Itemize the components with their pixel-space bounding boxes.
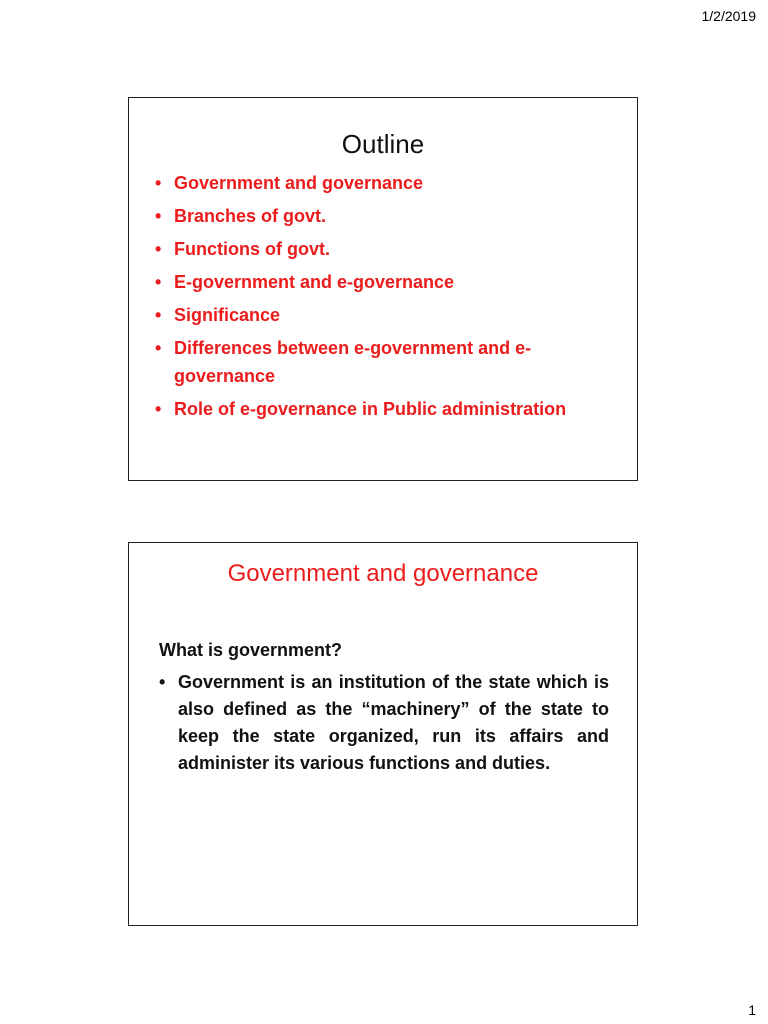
list-item — [155, 301, 617, 329]
list-item-text: Role of e-governance in Public administration — [174, 399, 567, 419]
bullet-icon: • — [155, 338, 162, 358]
page-number: 1 — [748, 1002, 756, 1018]
bullet-icon: • — [155, 305, 162, 325]
list-item-text: E-government and e-governance — [174, 272, 455, 292]
bullet-icon: • — [155, 239, 162, 259]
page-date: 1/2/2019 — [701, 8, 756, 24]
list-item-text: Functions of govt. — [174, 239, 330, 259]
list-item — [155, 334, 617, 390]
list-item — [155, 395, 617, 423]
outline-list — [155, 169, 617, 428]
list-item — [155, 169, 617, 197]
bullet-icon: • — [155, 173, 162, 193]
list-item-text: Government and governance — [174, 173, 424, 193]
bullet-icon: • — [155, 272, 162, 292]
list-item-text: Differences between e-government and e-governance — [174, 338, 532, 386]
bullet-icon: • — [159, 672, 166, 692]
slide-title: Government and governance — [227, 560, 539, 587]
definition-list — [159, 669, 609, 777]
list-item-text: Significance — [174, 305, 281, 325]
list-item — [159, 669, 609, 777]
slide-government-and-governance — [128, 542, 638, 926]
list-item — [155, 235, 617, 263]
list-item-text: Branches of govt. — [174, 206, 327, 226]
list-item — [155, 202, 617, 230]
list-item-text: Government is an institution of the state which is also defined as the “machinery” of the state to keep the state organized, run its affairs and administer its various functions and duties. — [178, 672, 609, 773]
slide-title: Outline — [341, 129, 425, 159]
question-heading: What is government? — [159, 640, 343, 660]
bullet-icon: • — [155, 206, 162, 226]
bullet-icon: • — [155, 399, 162, 419]
list-item — [155, 268, 617, 296]
slide-outline — [128, 97, 638, 481]
